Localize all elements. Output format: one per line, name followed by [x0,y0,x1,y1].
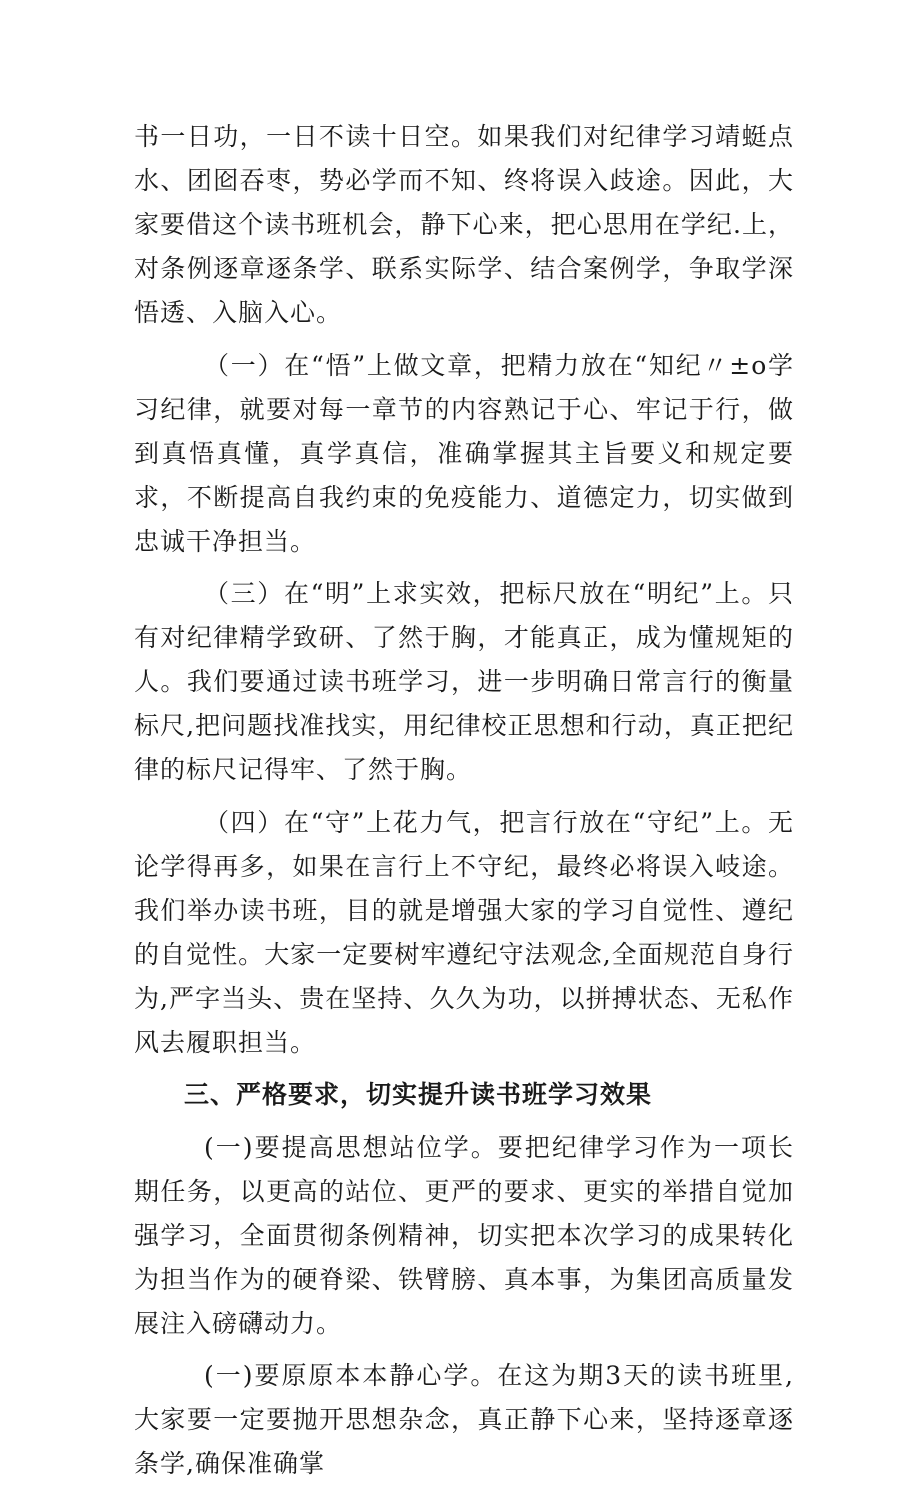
paragraph-observe: （四）在“守”上花力气，把言行放在“守纪”上。无论学得再多，如果在言行上不守纪，最终必将误入岐途。我们举办读书班，目的就是增强大家的学习自觉性、遵纪的自觉性。大家一定要树牢遵纪守法观念,全面规范自身行为,严字当头、贵在坚持、久久为功，以拼搏状态、无私作风去履职担当。 [134,807,794,1057]
paragraph-understand: （一）在“悟”上做文章，把精力放在“知纪〃±o学习纪律，就要对每一章节的内容熟记于心、牢记于行，做到真悟真懂，真学真信，准确掌握其主旨要义和规定要求，不断提高自我约束的免疫能力、道德定力，切实做到忠诚干净担当。 [134,350,794,556]
paragraph-raise-awareness: (一)要提高思想站位学。要把纪律学习作为一项长期任务，以更高的站位、更严的要求、更实的举措自觉加强学习，全面贯彻条例精神，切实把本次学习的成果转化为担当作为的硬脊梁、铁臂膀、真本事，为集团高质量发展注入磅礴动力。 [134,1132,794,1338]
document-body [134,115,794,1495]
section-heading-strict-requirements: 三、严格要求，切实提升读书班学习效果 [184,1080,653,1109]
paragraph-study-opening: 书一日功，一日不读十日空。如果我们对纪律学习靖蜓点水、团囵吞枣，势必学而不知、终将误入歧途。因此，大家要借这个读书班机会，静下心来，把心思用在学纪.上，对条例逐章逐条学、联系实际学、结合案例学，争取学深悟透、入脑入心。 [134,122,794,327]
paragraph-clarify: （三）在“明”上求实效，把标尺放在“明纪”上。只有对纪律精学致研、了然于胸，才能真正，成为懂规矩的人。我们要通过读书班学习，进一步明确日常言行的衡量标尺,把问题找准找实，用纪律校正思想和行动，真正把纪律的标尺记得牢、了然于胸。 [134,579,794,784]
paragraph-study-calmly: (一)要原原本本静心学。在这为期3天的读书班里,大家要一定要抛开思想杂念，真正静下心来，坚持逐章逐条学,确保准确掌 [134,1361,794,1478]
